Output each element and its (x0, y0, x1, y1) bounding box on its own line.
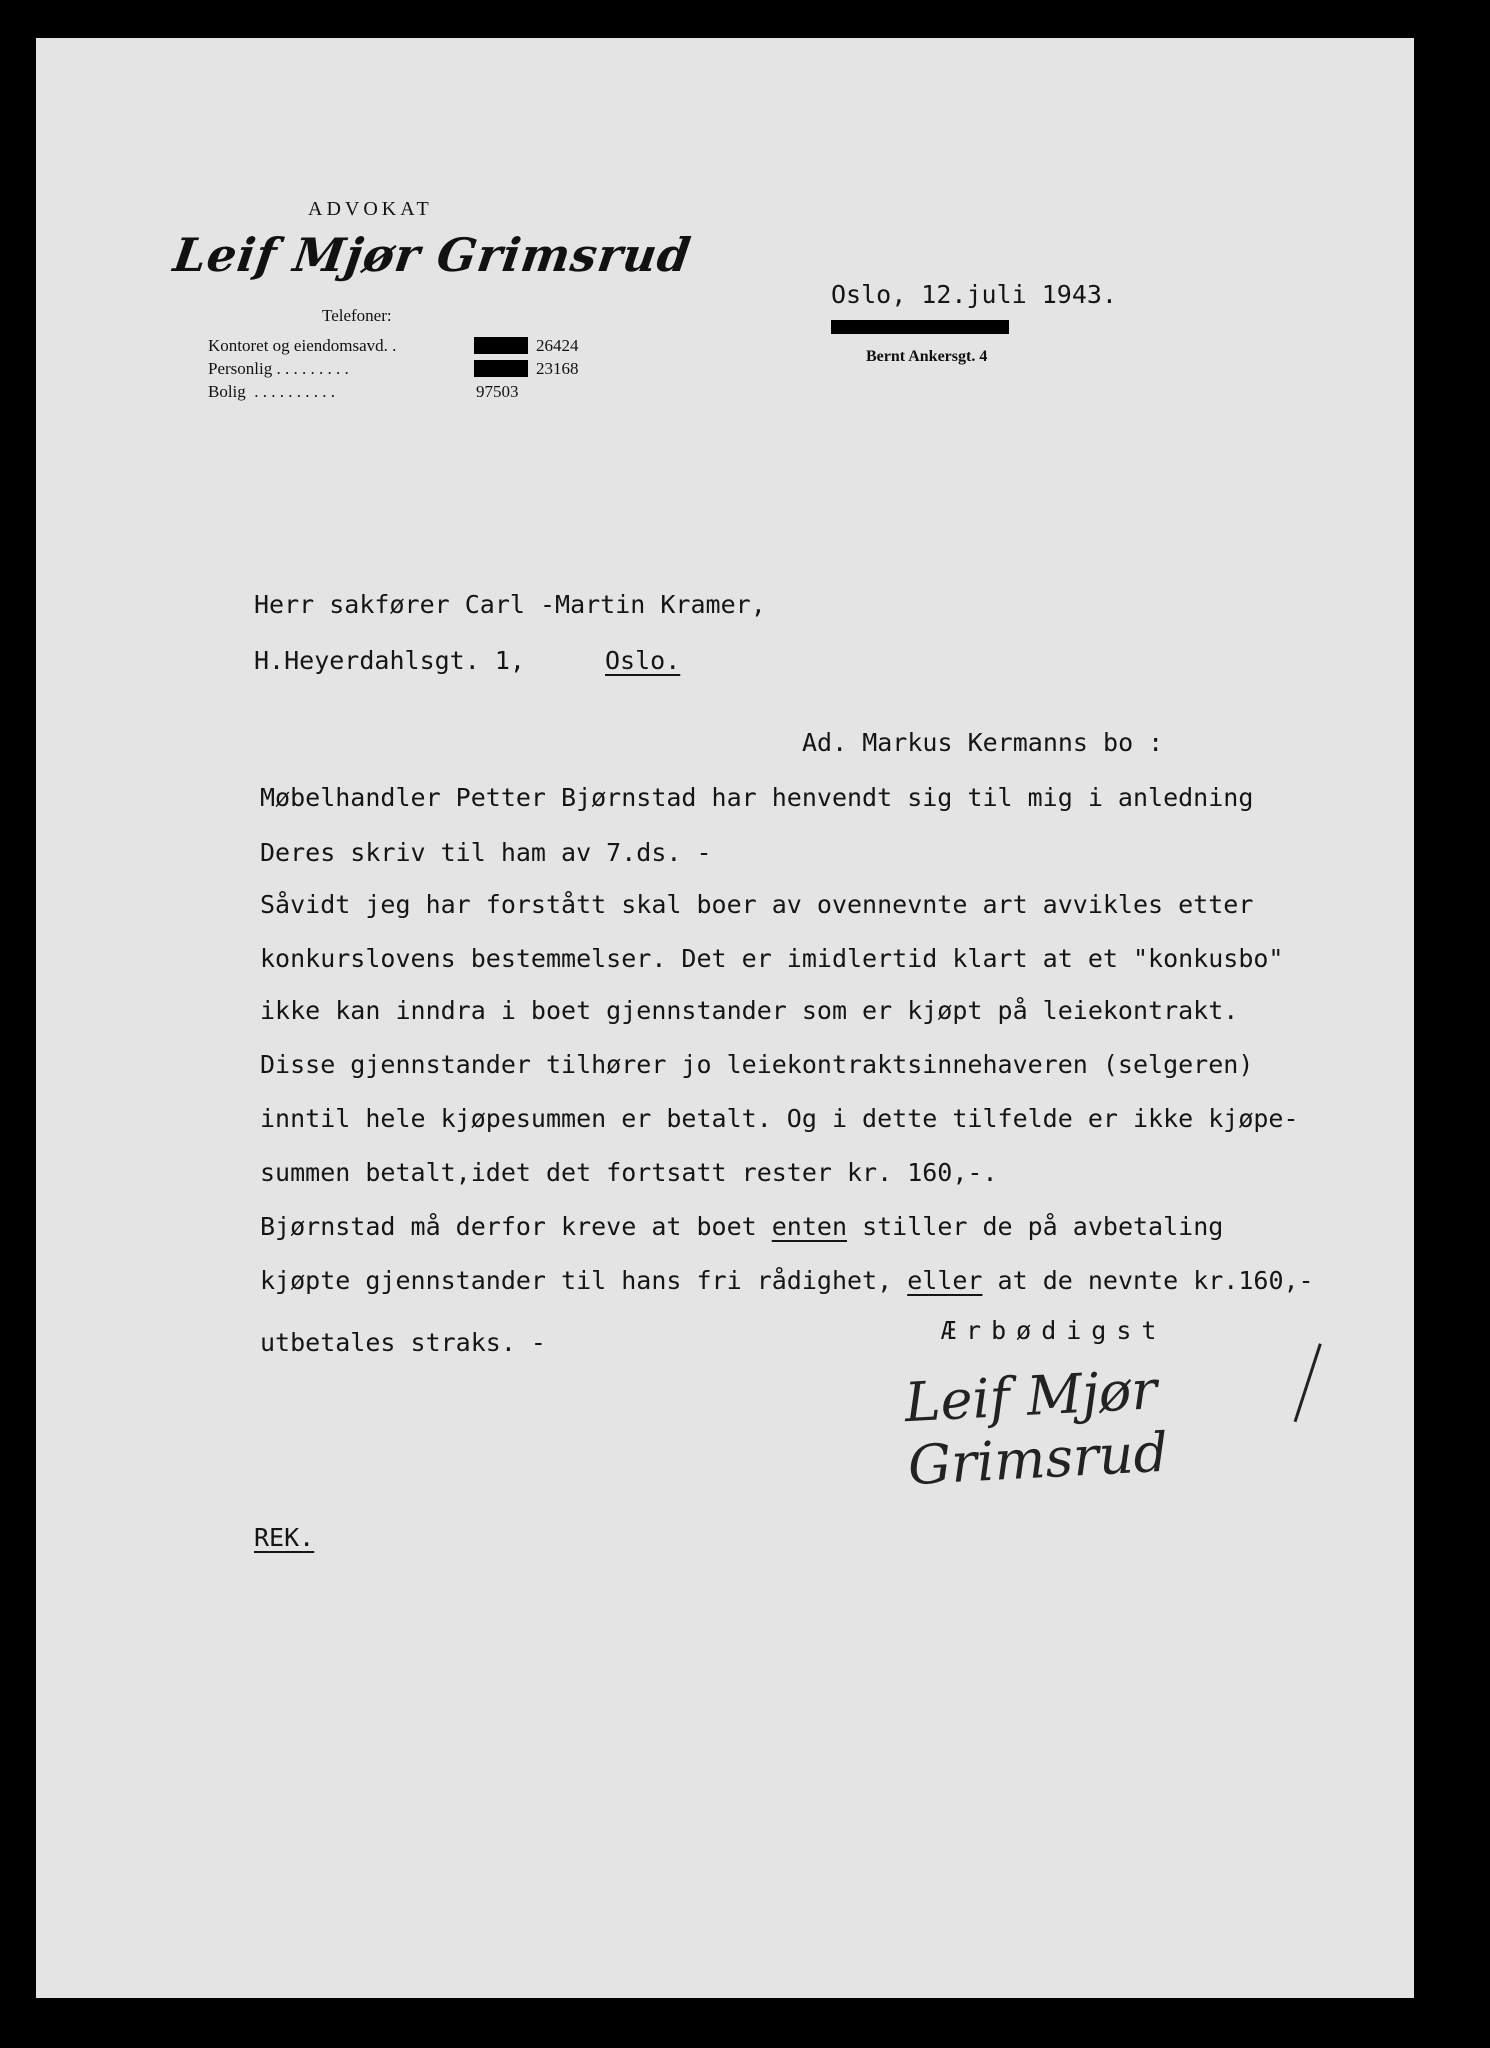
recipient-street: H.Heyerdahlsgt. 1, (254, 646, 525, 675)
body-line (260, 1212, 1223, 1241)
letterhead-firm-name: Leif Mjør Grimsrud (170, 228, 695, 282)
body-text: Bjørnstad må derfor kreve at boet (260, 1212, 772, 1241)
body-line: summen betalt,idet det fortsatt rester kr. 160,-. (260, 1158, 998, 1187)
letter-page (36, 38, 1414, 1998)
letterhead-title: ADVOKAT (308, 198, 433, 220)
body-line: Disse gjennstander tilhører jo leiekontraktsinnehaveren (selgeren) (260, 1050, 1254, 1079)
phone-row-number: 23168 (536, 359, 579, 378)
underlined-word: eller (907, 1266, 983, 1295)
body-text: kjøpte gjennstander til hans fri rådighet, (260, 1266, 908, 1295)
recipient-city: Oslo. (605, 646, 681, 675)
redaction-bar (474, 337, 528, 354)
body-text: at de nevnte kr.160,- (982, 1266, 1314, 1295)
handwritten-signature: Leif Mjør Grimsrud (903, 1358, 1170, 1498)
body-line: utbetales straks. - (260, 1328, 546, 1357)
body-line: inntil hele kjøpesummen er betalt. Og i dette tilfelde er ikke kjøpe- (260, 1104, 1299, 1133)
rek-mark: REK. (254, 1523, 315, 1552)
closing: Ærbødigst (941, 1316, 1167, 1345)
phone-row-label: Bolig . . . . . . . . . . (208, 382, 336, 401)
redaction-bar (831, 320, 1009, 334)
phone-row-number: 26424 (536, 336, 579, 355)
phone-row-label: Personlig . . . . . . . . . (208, 359, 349, 378)
body-line: Møbelhandler Petter Bjørnstad har henvendt sig til mig i anledning (260, 783, 1254, 812)
body-text: stiller de på avbetaling (847, 1212, 1224, 1241)
body-line: Deres skriv til ham av 7.ds. - (260, 838, 712, 867)
recipient-name-line: Herr sakfører Carl -Martin Kramer, (254, 590, 766, 619)
letterhead-address: Bernt Ankersgt. 4 (866, 348, 988, 365)
body-line: konkurslovens bestemmelser. Det er imidlertid klart at et "konkusbo" (260, 944, 1284, 973)
letterhead-telefoner-label: Telefoner: (322, 306, 392, 325)
phone-row-number: 97503 (476, 382, 519, 401)
subject-line: Ad. Markus Kermanns bo : (802, 728, 1164, 757)
underlined-word: enten (771, 1212, 848, 1241)
body-line: ikke kan inndra i boet gjennstander som er kjøpt på leiekontrakt. (260, 996, 1239, 1025)
date-line: Oslo, 12.juli 1943. (831, 280, 1117, 309)
phone-row-label: Kontoret og eiendomsavd. . (208, 336, 397, 355)
body-line: Såvidt jeg har forstått skal boer av ovennevnte art avvikles etter (260, 890, 1254, 919)
redaction-bar (474, 360, 528, 377)
body-line (260, 1266, 1314, 1295)
